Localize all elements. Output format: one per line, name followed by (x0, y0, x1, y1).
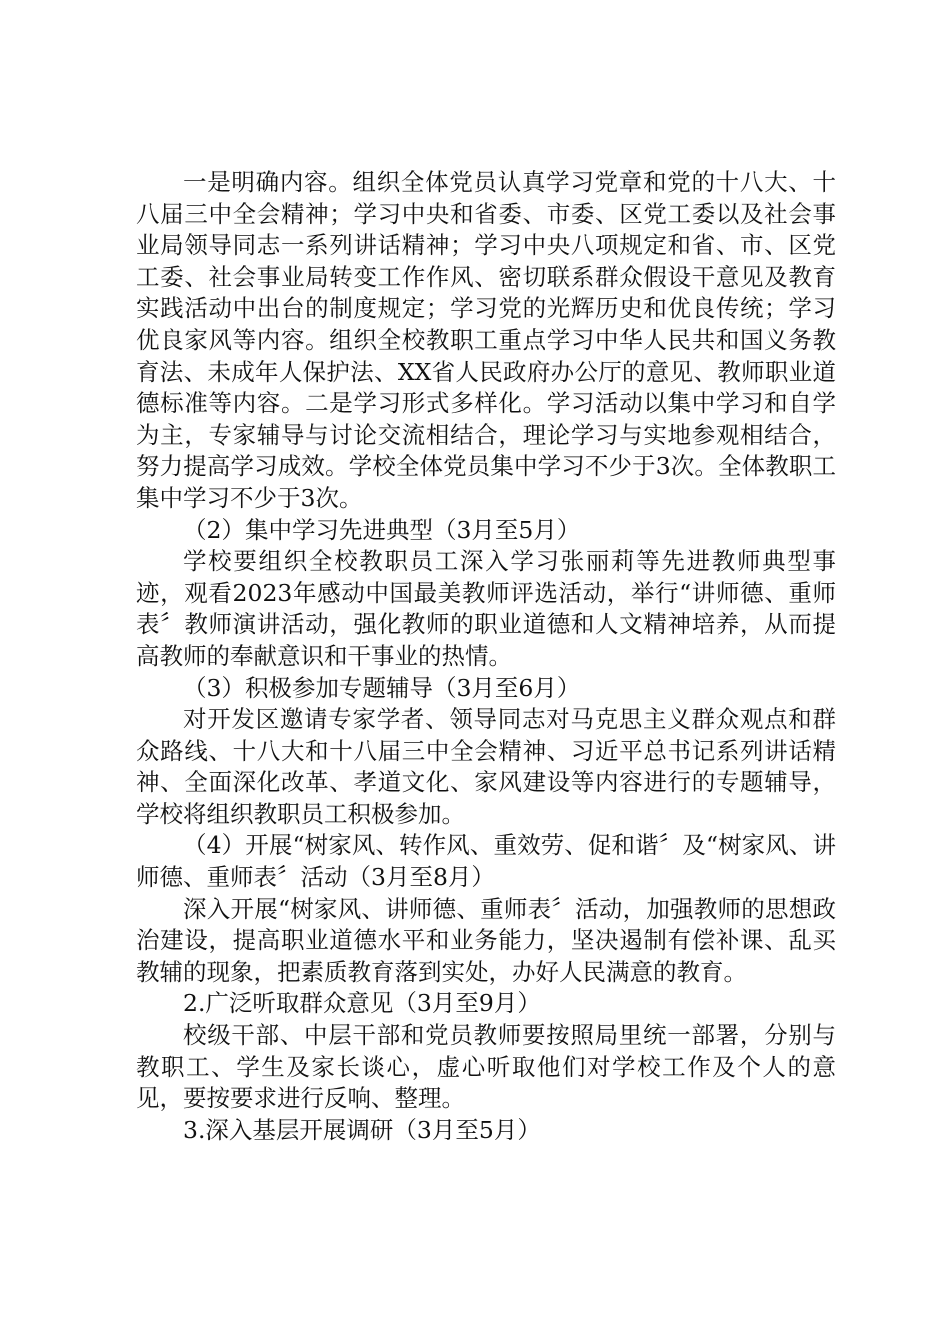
paragraph-advanced-models: 学校要组织全校教职员工深入学习张丽莉等先进教师典型事迹，观看2023年感动中国最美教师评选活动，举行“讲师德、重师表〞教师演讲活动，强化教师的职业道德和人文精神培养，从而提高教师的奉献意识和干事业的热情。 (136, 547, 836, 670)
document-body (136, 167, 836, 1146)
paragraph-study-content: 一是明确内容。组织全体党员认真学习党章和党的十八大、十八届三中全会精神；学习中央和省委、市委、区党工委以及社会事业局领导同志一系列讲话精神；学习中央八项规定和省、市、区党工委、社会事业局转变工作作风、密切联系群众假设干意见及教育实践活动中出台的制度规定；学习党的光辉历史和优良传统；学习优良家风等内容。组织全校教职工重点学习中华人民共和国义务教育法、未成年人保护法、XX省人民政府办公厅的意见、教师职业道德标准等内容。二是学习形式多样化。学习活动以集中学习和自学为主，专家辅导与讨论交流相结合，理论学习与实地参观相结合，努力提高学习成效。学校全体党员集中学习不少于3次。全体教职工集中学习不少于3次。 (136, 168, 836, 512)
paragraph-listen-to-opinions: 校级干部、中层干部和党员教师要按照局里统一部署，分别与教职工、学生及家长谈心，虚心听取他们对学校工作及个人的意见，要按要求进行反响、整理。 (136, 1021, 836, 1113)
paragraph-family-style-activity: 深入开展“树家风、讲师德、重师表〞活动，加强教师的思想政治建设，提高职业道德水平和业务能力，坚决遏制有偿补课、乱买教辅的现象，把素质教育落到实处，办好人民满意的教育。 (136, 894, 836, 986)
heading-special-tutoring: （3）积极参加专题辅导（3月至6月） (183, 673, 581, 702)
paragraph-special-tutoring: 对开发区邀请专家学者、领导同志对马克思主义群众观点和群众路线、十八大和十八届三中全会精神、习近平总书记系列讲话精神、全面深化改革、孝道文化、家风建设等内容进行的专题辅导，学校将组织教职员工积极参加。 (136, 705, 836, 828)
heading-grassroots-research: 3.深入基层开展调研（3月至5月） (183, 1115, 541, 1144)
heading-advanced-models: （2）集中学习先进典型（3月至5月） (183, 515, 581, 544)
heading-listen-to-opinions: 2.广泛听取群众意见（3月至9月） (183, 989, 541, 1018)
heading-family-style-activity: （4）开展“树家风、转作风、重效劳、促和谐〞及“树家风、讲师德、重师表〞活动（3月至8月） (136, 831, 836, 892)
